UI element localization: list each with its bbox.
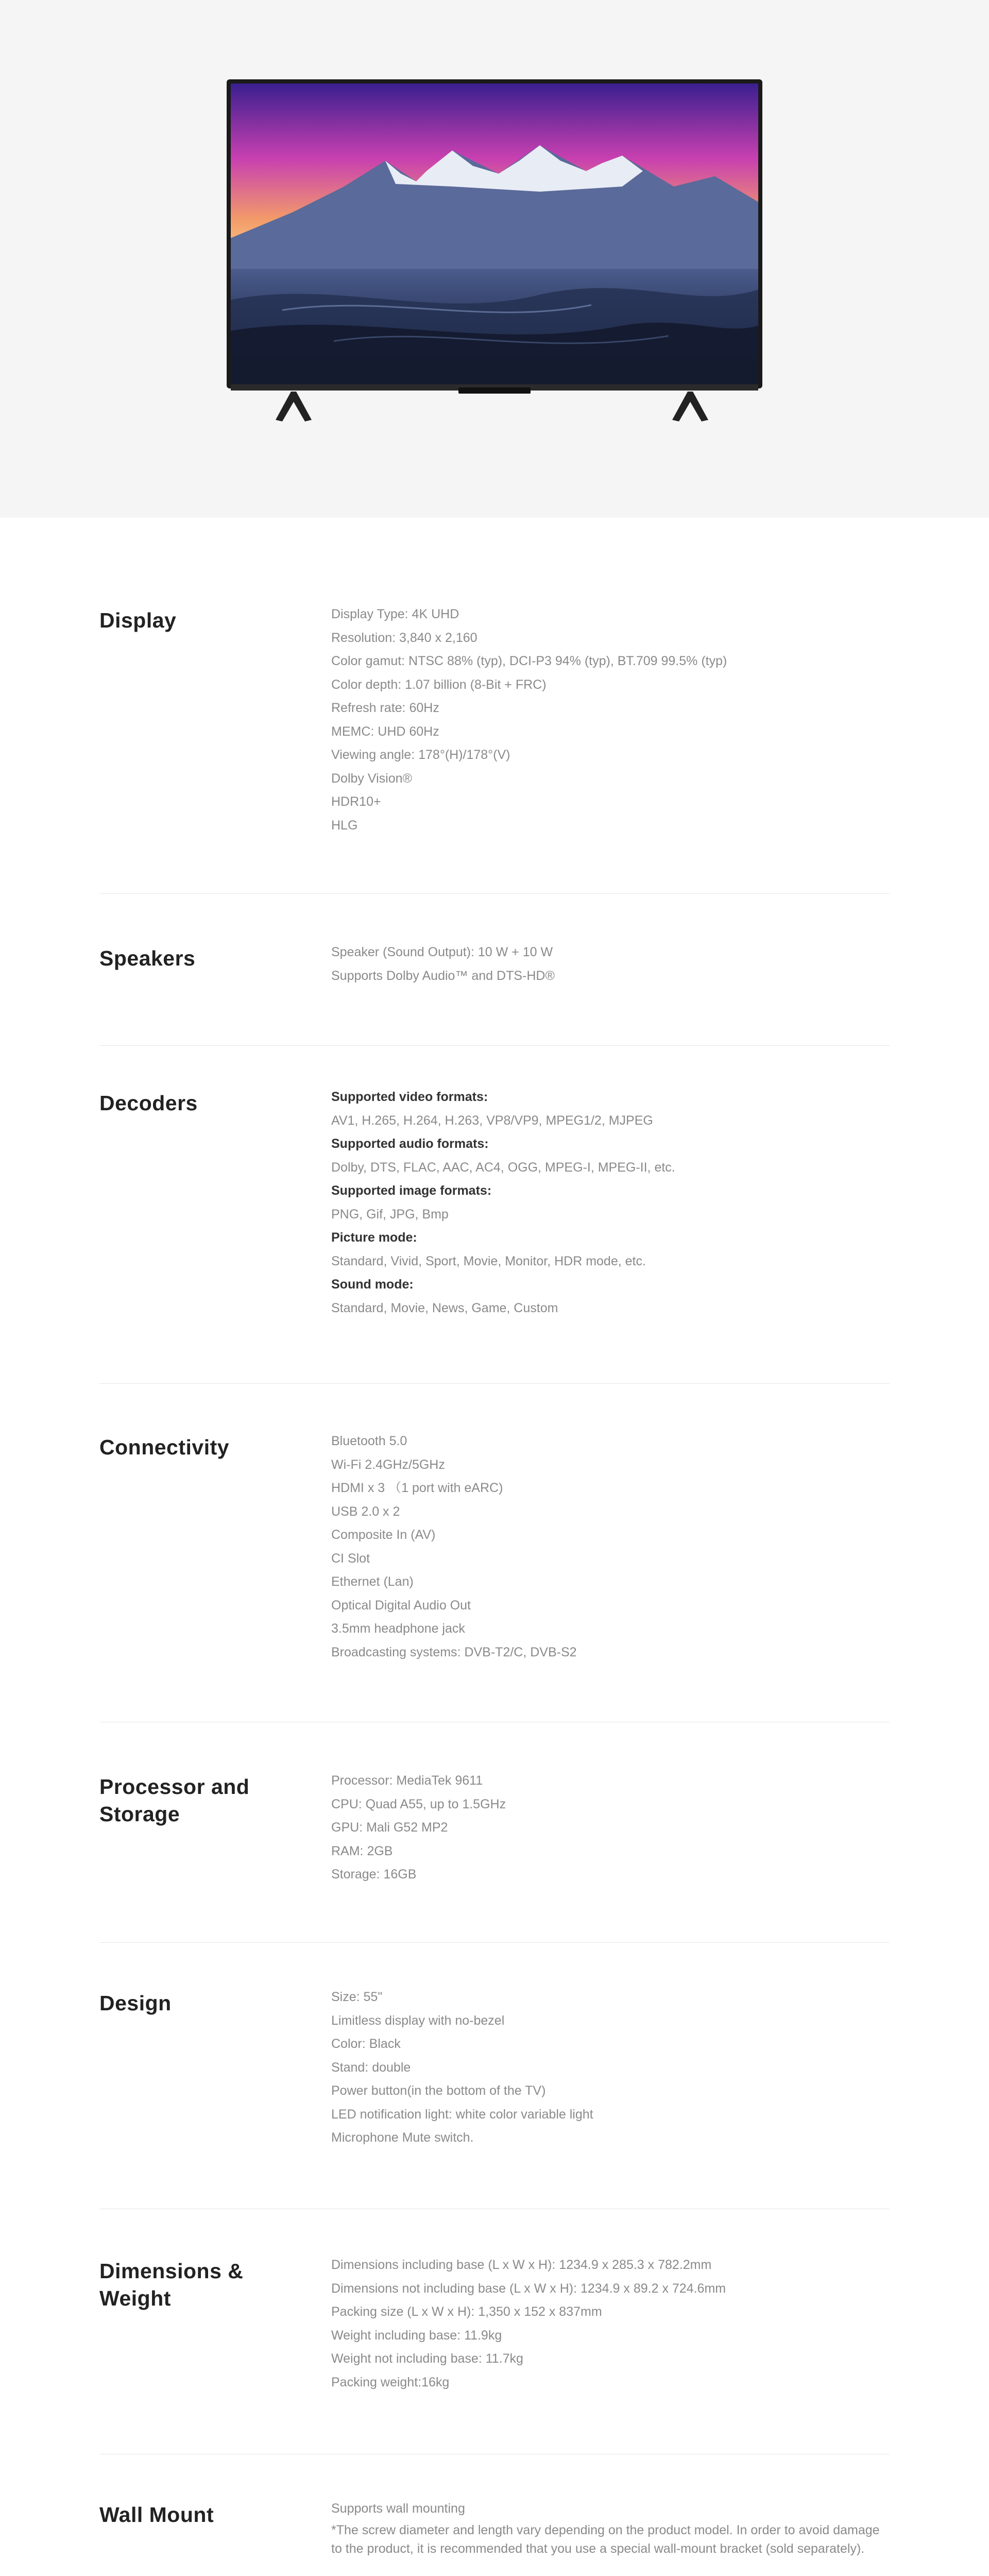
spec-title: Dimensions & Weight (99, 2259, 244, 2311)
spec-item: Dimensions not including base (L x W x H): 1234.9 x 89.2 x 724.6mm (331, 2281, 726, 2296)
spec-item: MEMC: UHD 60Hz (331, 724, 439, 739)
spec-item: Ethernet (Lan) (331, 1574, 414, 1589)
hero-banner (0, 0, 989, 518)
spec-title: Design (99, 1991, 172, 2015)
spec-item: Standard, Movie, News, Game, Custom (331, 1300, 558, 1315)
spec-item: Packing size (L x W x H): 1,350 x 152 x 837mm (331, 2304, 602, 2319)
spec-item: Stand: double (331, 2060, 411, 2075)
spec-item: USB 2.0 x 2 (331, 1504, 400, 1519)
spec-item: HDR10+ (331, 794, 381, 809)
spec-title: Connectivity (99, 1435, 230, 1459)
spec-item: HLG (331, 818, 358, 833)
spec-item: Size: 55" (331, 1990, 383, 2004)
spec-item: CPU: Quad A55, up to 1.5GHz (331, 1797, 506, 1811)
mountain-landscape-illustration (231, 83, 758, 384)
spec-item: Optical Digital Audio Out (331, 1598, 471, 1613)
spec-subheading: Supported image formats: (331, 1183, 492, 1198)
spec-item: GPU: Mali G52 MP2 (331, 1820, 448, 1835)
tv-stand-left (273, 392, 314, 422)
spec-item: Dolby, DTS, FLAC, AAC, AC4, OGG, MPEG-I, MPEG-II, etc. (331, 1160, 675, 1175)
spec-row-decoders (99, 1045, 890, 1384)
spec-item: Weight including base: 11.9kg (331, 2328, 502, 2343)
spec-item: Power button(in the bottom of the TV) (331, 2083, 546, 2098)
spec-note: *The screw diameter and length vary depending on the product model. In order to avoid damage to the product, it is recommended that you use a special wall-mount bracket (sold separately). (331, 2522, 880, 2556)
spec-row-display (99, 518, 890, 894)
spec-title: Wall Mount (99, 2503, 214, 2527)
spec-row-connectivity (99, 1383, 890, 1722)
spec-item: Display Type: 4K UHD (331, 607, 459, 621)
tv-stand-right (670, 392, 711, 422)
spec-list (331, 941, 890, 988)
spec-item: Dimensions including base (L x W x H): 1234.9 x 285.3 x 782.2mm (331, 2258, 712, 2272)
spec-item: Supports wall mounting (331, 2501, 465, 2516)
spec-item: Speaker (Sound Output): 10 W + 10 W (331, 945, 553, 959)
spec-item: Broadcasting systems: DVB-T2/C, DVB-S2 (331, 1645, 577, 1659)
spec-item: Resolution: 3,840 x 2,160 (331, 630, 478, 645)
spec-title: Display (99, 608, 177, 632)
spec-item: Color: Black (331, 2037, 401, 2051)
spec-item: Bluetooth 5.0 (331, 1434, 407, 1448)
spec-title: Processor and Storage (99, 1775, 250, 1826)
spec-subheading: Picture mode: (331, 1230, 417, 1245)
spec-subheading: Supported video formats: (331, 1090, 488, 1104)
spec-list (331, 1769, 890, 1887)
tv-product-image (227, 79, 762, 388)
spec-item: 3.5mm headphone jack (331, 1621, 465, 1636)
tv-screen-image (231, 83, 758, 384)
spec-subheading: Sound mode: (331, 1277, 414, 1292)
spec-item: Packing weight:16kg (331, 2375, 450, 2389)
spec-list (331, 1430, 890, 1664)
spec-item: HDMI x 3 （1 port with eARC) (331, 1481, 503, 1495)
spec-item: AV1, H.265, H.264, H.263, VP8/VP9, MPEG1/2, MJPEG (331, 1113, 653, 1128)
spec-item: Processor: MediaTek 9611 (331, 1773, 483, 1788)
spec-item: Standard, Vivid, Sport, Movie, Monitor, HDR mode, etc. (331, 1253, 646, 1268)
spec-item: Limitless display with no-bezel (331, 2013, 505, 2028)
tv-logo-bar (458, 387, 531, 394)
spec-item: CI Slot (331, 1551, 370, 1566)
spec-subheading: Supported audio formats: (331, 1137, 489, 1151)
spec-title: Speakers (99, 946, 196, 970)
spec-list (331, 2253, 890, 2394)
spec-title: Decoders (99, 1091, 198, 1115)
spec-list (331, 1086, 890, 1320)
spec-item: RAM: 2GB (331, 1843, 393, 1858)
spec-item: Weight not including base: 11.7kg (331, 2351, 523, 2366)
spec-item: PNG, Gif, JPG, Bmp (331, 1207, 449, 1222)
spec-item: Refresh rate: 60Hz (331, 701, 439, 715)
spec-item: Composite In (AV) (331, 1528, 436, 1542)
spec-list (331, 2497, 890, 2558)
spec-item: Color gamut: NTSC 88% (typ), DCI-P3 94% (typ), BT.709 99.5% (typ) (331, 654, 727, 668)
spec-item: Viewing angle: 178°(H)/178°(V) (331, 748, 510, 762)
spec-item: Dolby Vision® (331, 771, 412, 786)
spec-list (331, 1986, 890, 2150)
spec-row-processor-storage (99, 1722, 890, 1943)
spec-list (331, 603, 890, 837)
spec-item: Wi-Fi 2.4GHz/5GHz (331, 1457, 445, 1472)
spec-row-dimensions-weight (99, 2209, 890, 2454)
spec-row-wall-mount (99, 2454, 890, 2576)
spec-row-design (99, 1942, 890, 2209)
spec-item: Microphone Mute switch. (331, 2130, 474, 2145)
spec-row-speakers (99, 893, 890, 1046)
spec-item: Supports Dolby Audio™ and DTS-HD® (331, 968, 555, 983)
spec-item: Storage: 16GB (331, 1867, 417, 1882)
spec-item: Color depth: 1.07 billion (8-Bit + FRC) (331, 677, 547, 692)
spec-item: LED notification light: white color variable light (331, 2107, 593, 2122)
